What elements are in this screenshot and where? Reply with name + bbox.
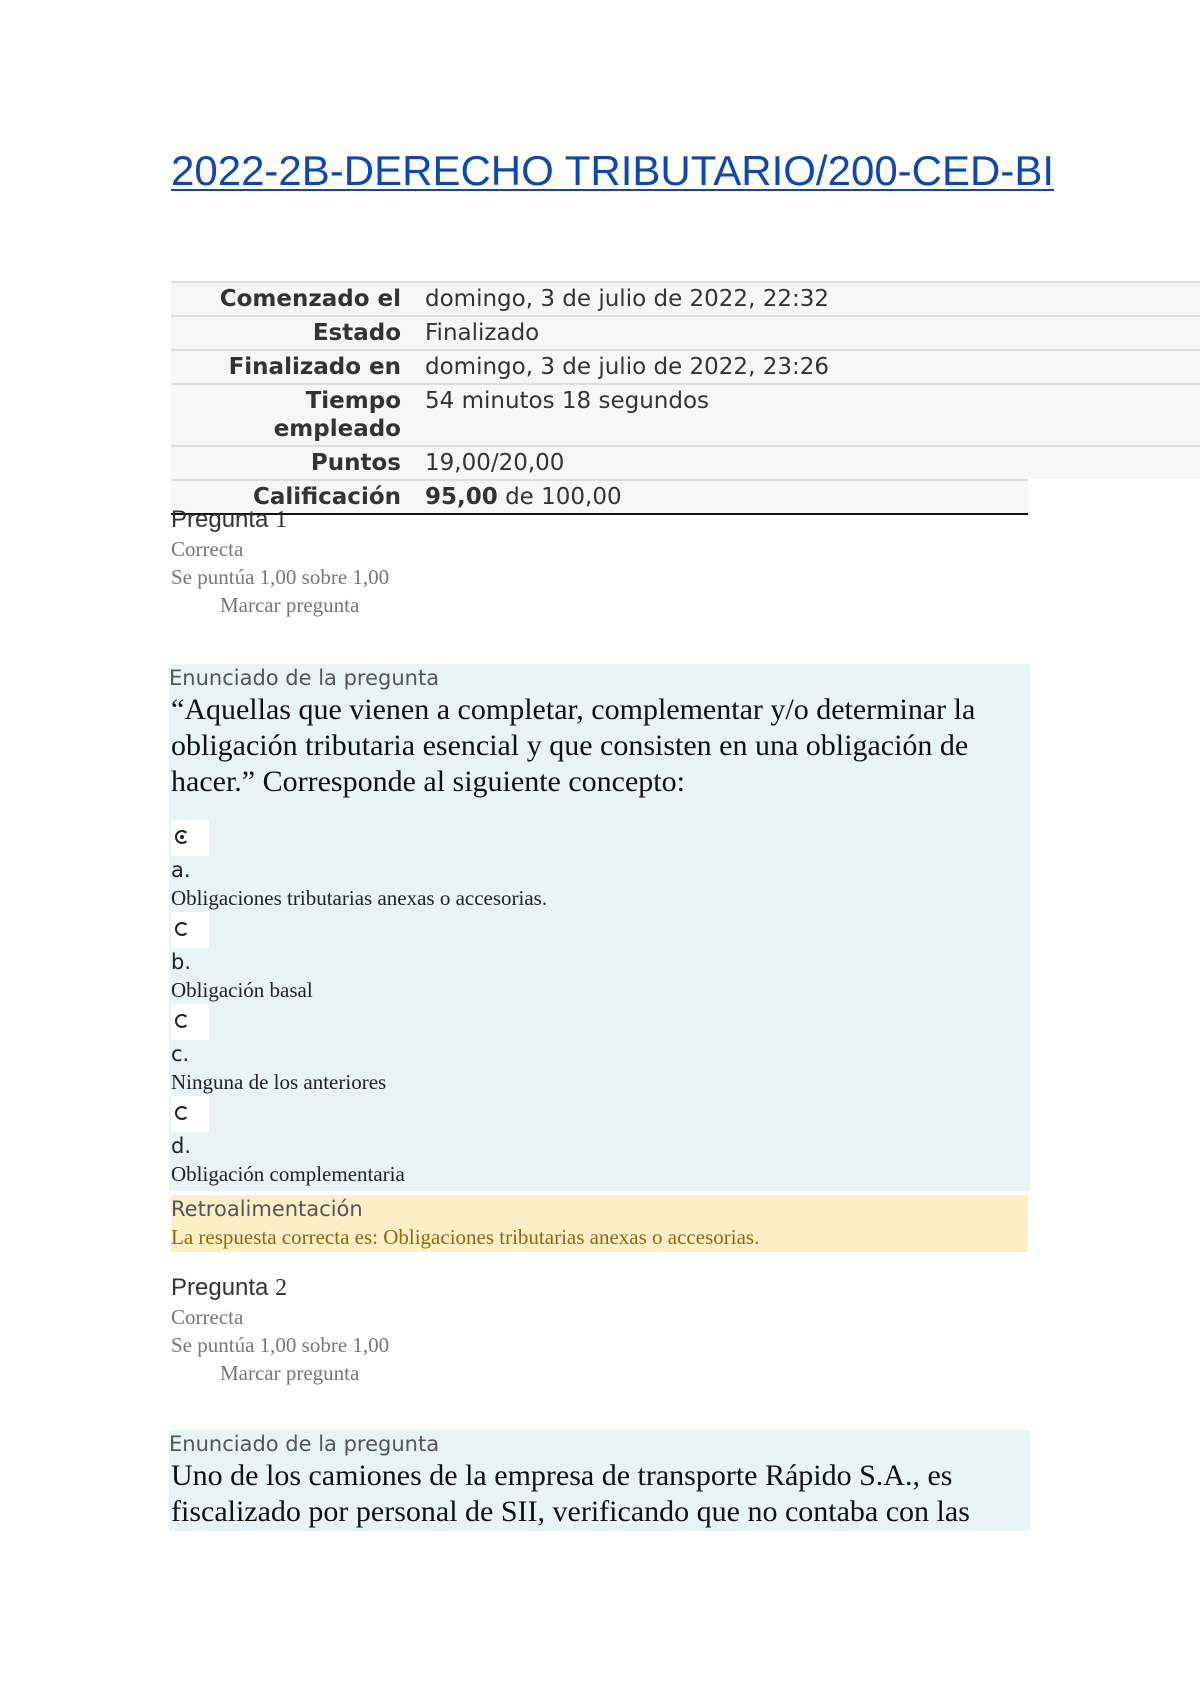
summary-value: 54 minutos 18 segundos — [425, 388, 710, 414]
radio-button[interactable] — [171, 912, 209, 948]
question-grade: Se puntúa 1,00 sobre 1,00 — [171, 1333, 390, 1357]
summary-label: Estado — [312, 320, 401, 346]
summary-row-points — [171, 445, 1200, 479]
question-number: Pregunta 1 — [171, 506, 288, 533]
summary-row-finished — [171, 349, 1200, 383]
summary-label: Comenzado el — [219, 286, 401, 312]
question-number: Pregunta 2 — [171, 1274, 288, 1301]
summary-row-started — [171, 281, 1200, 315]
summary-label: Finalizado en — [228, 354, 401, 380]
question-state: Correcta — [171, 537, 244, 561]
option-text: Obligación complementaria — [171, 1162, 405, 1186]
summary-value: Finalizado — [425, 320, 540, 346]
flag-question-link[interactable]: Marcar pregunta — [220, 593, 360, 617]
feedback-label: Retroalimentación — [171, 1197, 363, 1221]
summary-row-state — [171, 315, 1200, 349]
summary-value: domingo, 3 de julio de 2022, 23:26 — [425, 354, 829, 380]
radio-button[interactable] — [171, 1096, 209, 1132]
question-grade: Se puntúa 1,00 sobre 1,00 — [171, 565, 390, 589]
option-letter: b. — [171, 950, 192, 974]
grade-score: 95,00 — [425, 484, 498, 510]
grade-max: de 100,00 — [497, 484, 622, 510]
radio-button[interactable] — [171, 1004, 209, 1040]
question-text: Uno de los camiones de la empresa de transporte Rápido S.A., es fiscalizado por personal de SII, verificando que no contaba con las — [171, 1459, 970, 1528]
answer-option-a[interactable] — [171, 820, 1030, 912]
option-letter: d. — [171, 1134, 192, 1158]
correct-answer-text: La respuesta correcta es: Obligaciones tributarias anexas o accesorias. — [171, 1225, 760, 1249]
summary-label: Calificación — [252, 484, 401, 510]
course-title — [171, 143, 1071, 199]
course-link[interactable]: 2022-2B-DERECHO TRIBUTARIO/200-CED-BI — [171, 147, 1055, 194]
question-1-feedback — [171, 1195, 1028, 1252]
summary-value: domingo, 3 de julio de 2022, 22:32 — [425, 286, 829, 312]
summary-label: Tiempo empleado — [273, 388, 401, 442]
question-2-info — [171, 1273, 1028, 1387]
option-letter: a. — [171, 858, 191, 882]
radio-button-checked[interactable] — [171, 820, 209, 856]
answer-option-d[interactable] — [171, 1096, 1030, 1188]
option-letter: c. — [171, 1042, 190, 1066]
question-text: “Aquellas que vienen a completar, complementar y/o determinar la obligación tributaria esencial y que consisten en una obligación de hacer.” Corresponde al siguiente concepto: — [171, 693, 976, 798]
question-1-info — [171, 505, 1028, 619]
summary-value: 19,00/20,00 — [425, 450, 565, 476]
question-1-content — [169, 664, 1030, 1191]
question-state: Correcta — [171, 1305, 244, 1329]
answer-option-b[interactable] — [171, 912, 1030, 1004]
option-text: Obligaciones tributarias anexas o accesorias. — [171, 886, 548, 910]
question-2-content — [169, 1430, 1030, 1531]
answer-options — [169, 820, 1030, 1188]
attempt-summary-table — [171, 281, 1200, 515]
option-text: Ninguna de los anteriores — [171, 1070, 387, 1094]
answer-option-c[interactable] — [171, 1004, 1030, 1096]
flag-question-link[interactable]: Marcar pregunta — [220, 1361, 360, 1385]
question-prompt-label: Enunciado de la pregunta — [169, 666, 440, 690]
option-text: Obligación basal — [171, 978, 313, 1002]
summary-row-time-taken — [171, 383, 1200, 445]
summary-label: Puntos — [310, 450, 401, 476]
question-prompt-label: Enunciado de la pregunta — [169, 1432, 440, 1456]
